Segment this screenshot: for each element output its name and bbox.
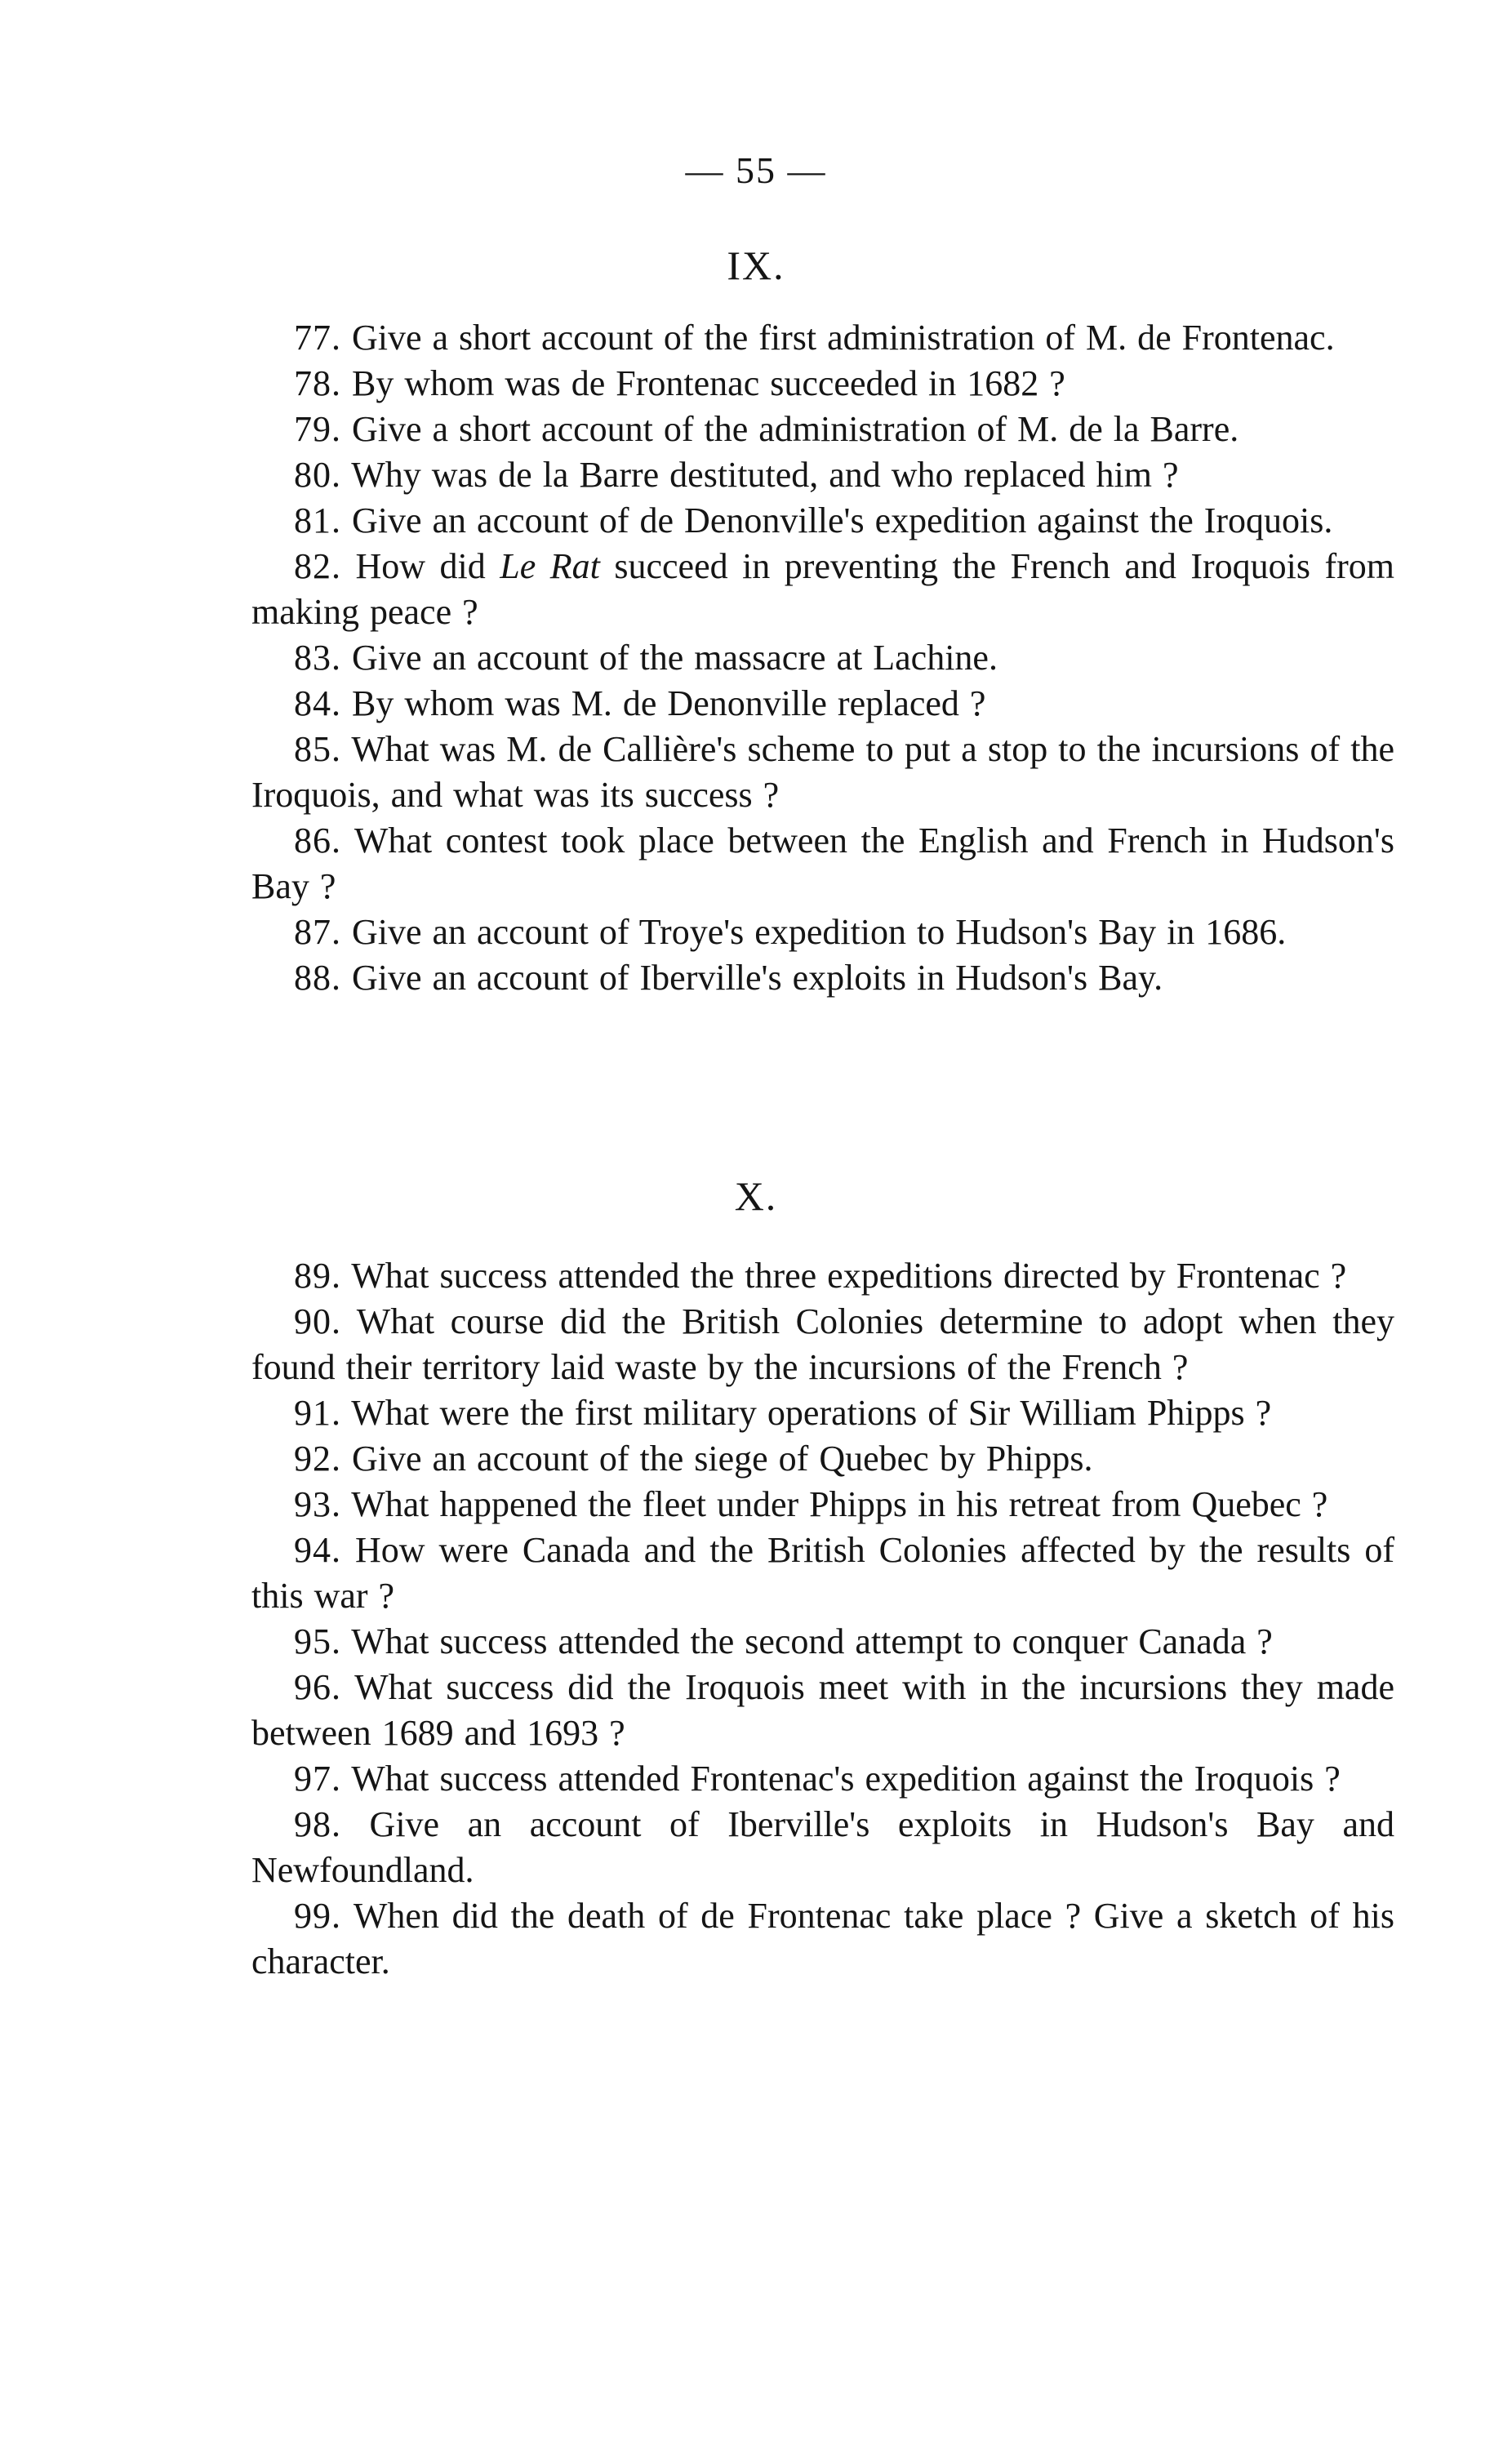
question-number: 84. <box>294 683 341 723</box>
question-84 <box>251 681 1394 727</box>
section-heading-x: X. <box>734 1173 778 1219</box>
section-ix-questions <box>251 315 1394 1001</box>
question-number: 83. <box>294 638 341 678</box>
question-number: 77. <box>294 318 341 358</box>
question-text: Give an account of Iberville's exploits in Hudson's Bay and Newfoundland. <box>251 1804 1394 1890</box>
question-number: 92. <box>294 1439 341 1479</box>
question-text-before: How did <box>355 546 486 586</box>
question-80 <box>251 452 1394 498</box>
question-text: By whom was de Frontenac succeeded in 1682 ? <box>352 363 1065 403</box>
question-text: What course did the British Colonies determine to adopt when they found their territory laid waste by the incursions of the French ? <box>251 1301 1394 1387</box>
question-text: By whom was M. de Denonville replaced ? <box>352 683 986 723</box>
question-italic-name: Le Rat <box>500 546 600 586</box>
question-text: Why was de la Barre destituted, and who replaced him ? <box>351 455 1179 495</box>
question-text: How were Canada and the British Colonies affected by the results of this war ? <box>251 1530 1395 1616</box>
question-number: 88. <box>294 958 341 998</box>
question-number: 81. <box>294 500 341 540</box>
question-text: Give an account of the siege of Quebec by Phipps. <box>352 1439 1093 1479</box>
question-text-after: succeed in preventing the French and Iroquois from making peace ? <box>251 546 1395 632</box>
question-number: 94. <box>294 1530 341 1570</box>
question-number: 93. <box>294 1484 341 1524</box>
question-text: What were the first military operations of Sir William Phipps ? <box>351 1393 1272 1433</box>
question-90 <box>251 1299 1394 1390</box>
question-text: What success did the Iroquois meet with in the incursions they made between 1689 and 1693 ? <box>251 1667 1394 1753</box>
question-text: What success attended the three expeditions directed by Frontenac ? <box>351 1256 1347 1296</box>
question-78 <box>251 361 1394 407</box>
question-87 <box>251 909 1394 955</box>
question-94 <box>251 1528 1394 1619</box>
question-number: 79. <box>294 409 341 449</box>
question-number: 78. <box>294 363 341 403</box>
section-heading-ix: IX. <box>727 242 785 288</box>
section-x-questions <box>251 1253 1394 1985</box>
question-82 <box>251 544 1394 635</box>
question-number: 86. <box>294 821 341 861</box>
question-91 <box>251 1390 1394 1436</box>
question-93 <box>251 1482 1394 1528</box>
question-text: Give a short account of the first administration of M. de Frontenac. <box>352 318 1335 358</box>
question-number: 85. <box>294 729 341 769</box>
question-number: 89. <box>294 1256 341 1296</box>
question-77 <box>251 315 1394 361</box>
question-number: 91. <box>294 1393 341 1433</box>
question-text: Give a short account of the administration of M. de la Barre. <box>352 409 1239 449</box>
question-text: Give an account of de Denonville's expedition against the Iroquois. <box>352 500 1333 540</box>
question-97 <box>251 1756 1394 1802</box>
question-text: When did the death of de Frontenac take place ? Give a sketch of his character. <box>251 1896 1394 1981</box>
question-text: What success attended Frontenac's expedition against the Iroquois ? <box>351 1759 1341 1799</box>
question-number: 98. <box>294 1804 341 1844</box>
question-text: Give an account of Troye's expedition to Hudson's Bay in 1686. <box>352 912 1287 952</box>
question-number: 87. <box>294 912 341 952</box>
question-83 <box>251 635 1394 681</box>
question-text: What was M. de Callière's scheme to put a stop to the incursions of the Iroquois, and what was its success ? <box>251 729 1394 815</box>
question-86 <box>251 818 1394 909</box>
question-88 <box>251 955 1394 1001</box>
question-number: 95. <box>294 1621 341 1661</box>
question-81 <box>251 498 1394 544</box>
question-text: What contest took place between the English and French in Hudson's Bay ? <box>251 821 1394 906</box>
question-number: 99. <box>294 1896 341 1936</box>
question-text: What happened the fleet under Phipps in his retreat from Quebec ? <box>351 1484 1328 1524</box>
question-79 <box>251 407 1394 452</box>
question-98 <box>251 1802 1394 1893</box>
question-99 <box>251 1893 1394 1985</box>
question-text: Give an account of the massacre at Lachine. <box>352 638 998 678</box>
question-95 <box>251 1619 1394 1665</box>
question-number: 96. <box>294 1667 341 1707</box>
question-text: What success attended the second attempt to conquer Canada ? <box>351 1621 1273 1661</box>
question-number: 82. <box>294 546 341 586</box>
question-number: 80. <box>294 455 341 495</box>
question-number: 97. <box>294 1759 341 1799</box>
question-89 <box>251 1253 1394 1299</box>
question-number: 90. <box>294 1301 341 1341</box>
page-number: — 55 — <box>685 149 827 191</box>
question-96 <box>251 1665 1394 1756</box>
question-85 <box>251 727 1394 818</box>
question-text: Give an account of Iberville's exploits in Hudson's Bay. <box>352 958 1163 998</box>
question-92 <box>251 1436 1394 1482</box>
